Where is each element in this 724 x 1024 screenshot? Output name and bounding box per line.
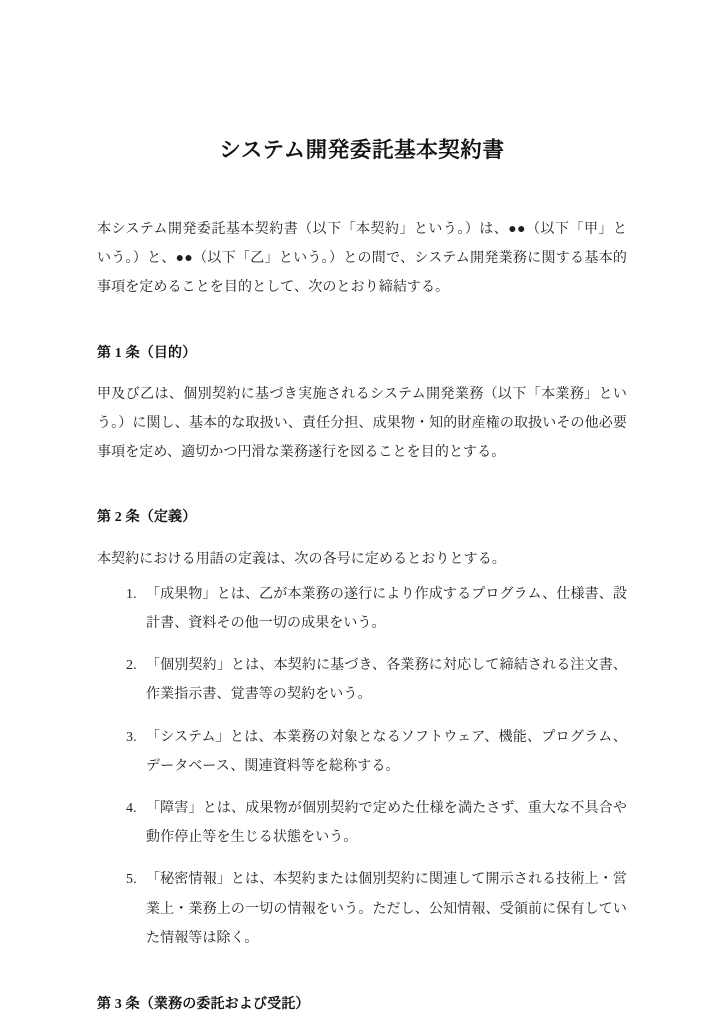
document-content — [97, 0, 627, 1019]
article-2-heading: 第 2 条（定義） — [97, 510, 197, 526]
list-item-number: 4. — [126, 801, 137, 817]
list-item-text: 「障害」とは、成果物が個別契約で定めた仕様を満たさず、重大な不具合や動作停止等を生じる状態をいう。 — [146, 801, 627, 846]
list-item-number: 5. — [126, 872, 137, 888]
definitions-list — [97, 580, 627, 953]
list-item-text: 「成果物」とは、乙が本業務の遂行により作成するプログラム、仕様書、設計書、資料その他一切の成果をいう。 — [146, 586, 627, 632]
list-item — [97, 794, 627, 852]
list-item-text: 「個別契約」とは、本契約に基づき、各業務に対応して締結される注文書、作業指示書、覚書等の契約をいう。 — [146, 658, 627, 703]
list-item — [97, 723, 627, 781]
list-item-number: 1. — [126, 586, 137, 602]
list-item-number: 3. — [126, 729, 137, 745]
page-title: システム開発委託基本契約書 — [219, 138, 505, 162]
article-3-heading: 第 3 条（業務の委託および受託） — [97, 997, 310, 1013]
list-item-text: 「秘密情報」とは、本契約または個別契約に関連して開示される技術上・営業上・業務上の一切の情報をいう。ただし、公知情報、受領前に保有していた情報等は除く。 — [146, 872, 627, 946]
list-item — [97, 580, 627, 638]
list-item — [97, 651, 627, 709]
list-item-text: 「システム」とは、本業務の対象となるソフトウェア、機能、プログラム、データベース、関連資料等を総称する。 — [146, 729, 627, 774]
list-item-number: 2. — [126, 658, 137, 674]
list-item — [97, 865, 627, 953]
preamble-paragraph: 本システム開発委託基本契約書（以下「本契約」という。）は、●●（以下「甲」という。）と、●●（以下「乙」という。）との間で、システム開発業務に関する基本的事項を定めることを目的として、次のとおり締結する。 — [97, 222, 627, 296]
article-1-heading: 第 1 条（目的） — [97, 345, 197, 361]
article-1-body: 甲及び乙は、個別契約に基づき実施されるシステム開発業務（以下「本業務」という。）に関し、基本的な取扱い、責任分担、成果物・知的財産権の取扱いその他必要事項を定め、適切かつ円滑な業務遂行を図ることを目的とする。 — [97, 386, 627, 461]
article-2-body: 本契約における用語の定義は、次の各号に定めるとおりとする。 — [97, 551, 506, 567]
